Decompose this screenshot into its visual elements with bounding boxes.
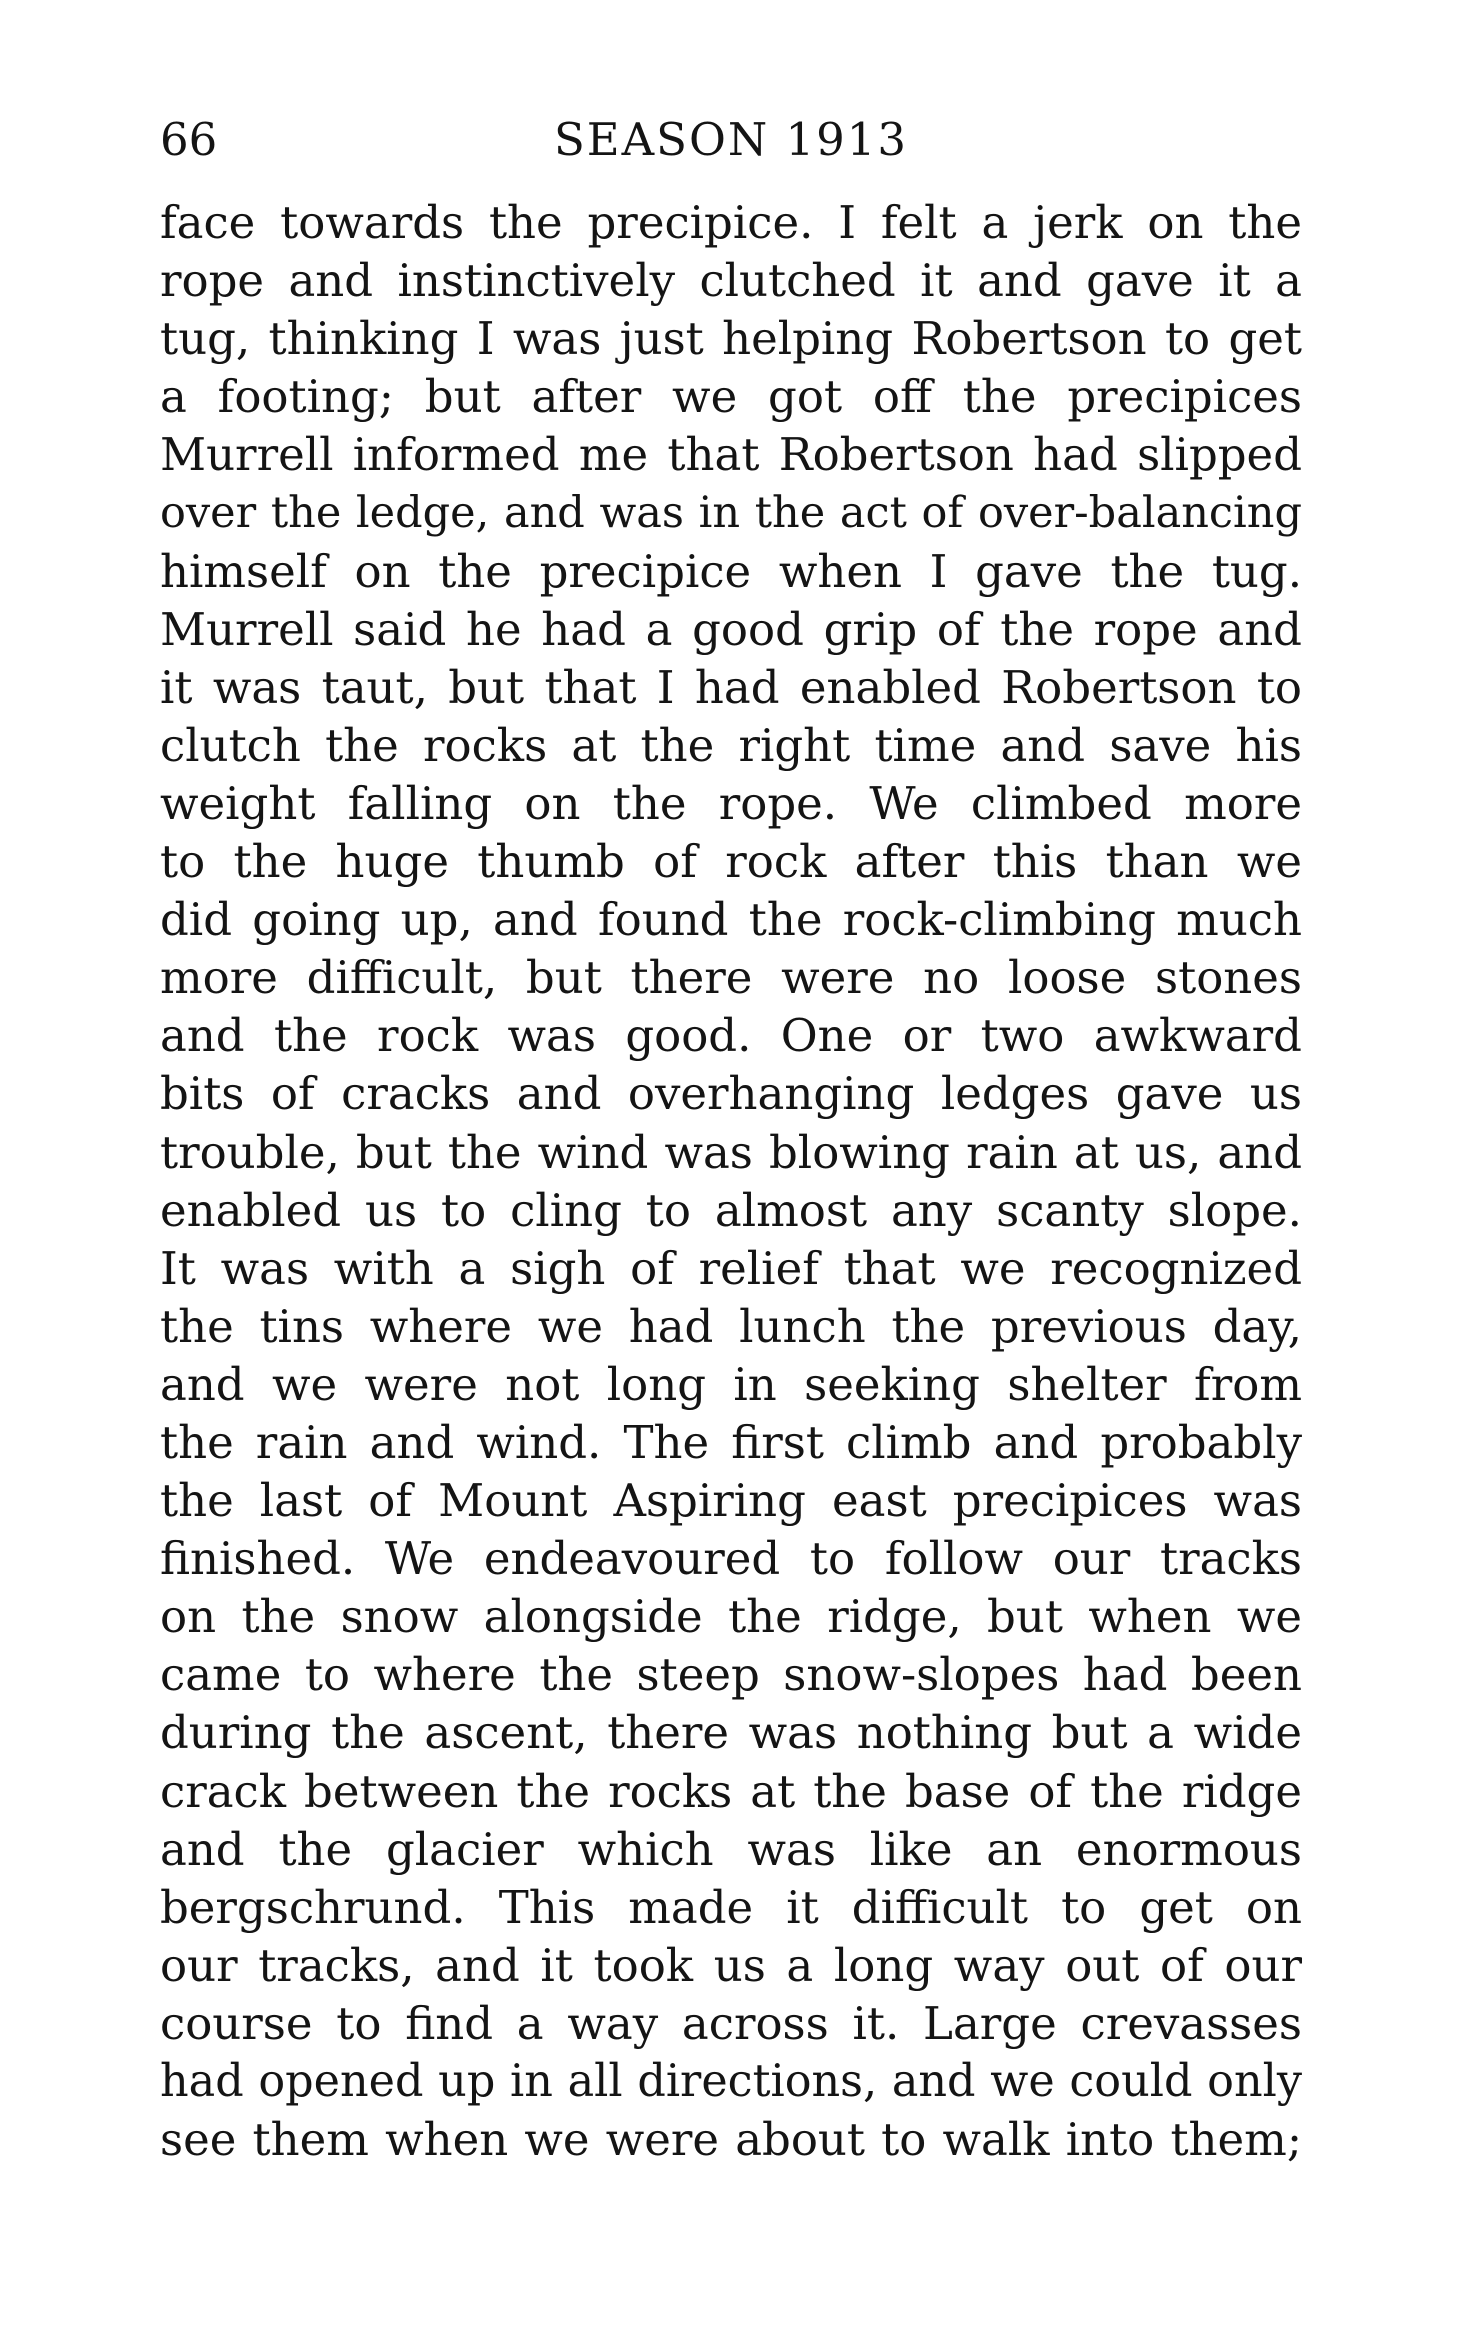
text-line: the last of Mount Aspiring east precipices was [160,1474,1302,1528]
text-line: himself on the precipice when I gave the tug. [160,544,1302,598]
body-text [160,194,1302,2169]
text-line: it was taut, but that I had enabled Robertson to [160,660,1302,714]
text-line: bergschrund. This made it difficult to get on [160,1880,1302,1934]
text-line: the rain and wind. The first climb and probably [160,1415,1302,1469]
text-line: to the huge thumb of rock after this than we [160,835,1302,889]
text-line: face towards the precipice. I felt a jerk on the [160,196,1302,249]
text-line: and the rock was good. One or two awkward [160,1009,1302,1063]
running-head: SEASON 1913 [553,113,909,166]
text-line: trouble, but the wind was blowing rain at us, and [160,1125,1302,1179]
text-line: rope and instinctively clutched it and gave it a [160,254,1302,308]
text-line: see them when we were about to walk into them; [160,2113,1302,2167]
text-line: Murrell informed me that Robertson had slipped [160,428,1302,482]
text-line: clutch the rocks at the right time and save his [160,718,1302,772]
text-line: weight falling on the rope. We climbed more [160,776,1302,830]
text-line: the tins where we had lunch the previous day, [160,1299,1302,1353]
text-line: bits of cracks and overhanging ledges gave us [160,1067,1302,1121]
text-line: over the ledge, and was in the act of over-balancing [160,488,1302,539]
text-line: a footing; but after we got off the precipices [160,370,1302,424]
text-line: Murrell said he had a good grip of the rope and [160,602,1302,656]
page-header [160,112,1302,168]
text-line: during the ascent, there was nothing but a wide [160,1706,1302,1760]
text-line: on the snow alongside the ridge, but when we [160,1590,1302,1644]
text-line: our tracks, and it took us a long way out of our [160,1938,1302,1992]
text-line: finished. We endeavoured to follow our tracks [160,1532,1302,1586]
text-line: It was with a sigh of relief that we recognized [160,1241,1302,1295]
text-line: more difficult, but there were no loose stones [160,951,1302,1005]
page-number: 66 [160,113,218,166]
text-line: tug, thinking I was just helping Robertson to get [160,312,1302,366]
text-line: and we were not long in seeking shelter from [160,1357,1302,1411]
text-line: and the glacier which was like an enormous [160,1822,1302,1876]
text-line: course to find a way across it. Large crevasses [160,1996,1302,2050]
text-line: crack between the rocks at the base of the ridge [160,1764,1302,1818]
text-line: enabled us to cling to almost any scanty slope. [160,1183,1302,1237]
text-line: had opened up in all directions, and we could only [160,2056,1302,2107]
text-line: came to where the steep snow-slopes had been [160,1648,1302,1702]
text-line: did going up, and found the rock-climbing much [160,893,1302,947]
